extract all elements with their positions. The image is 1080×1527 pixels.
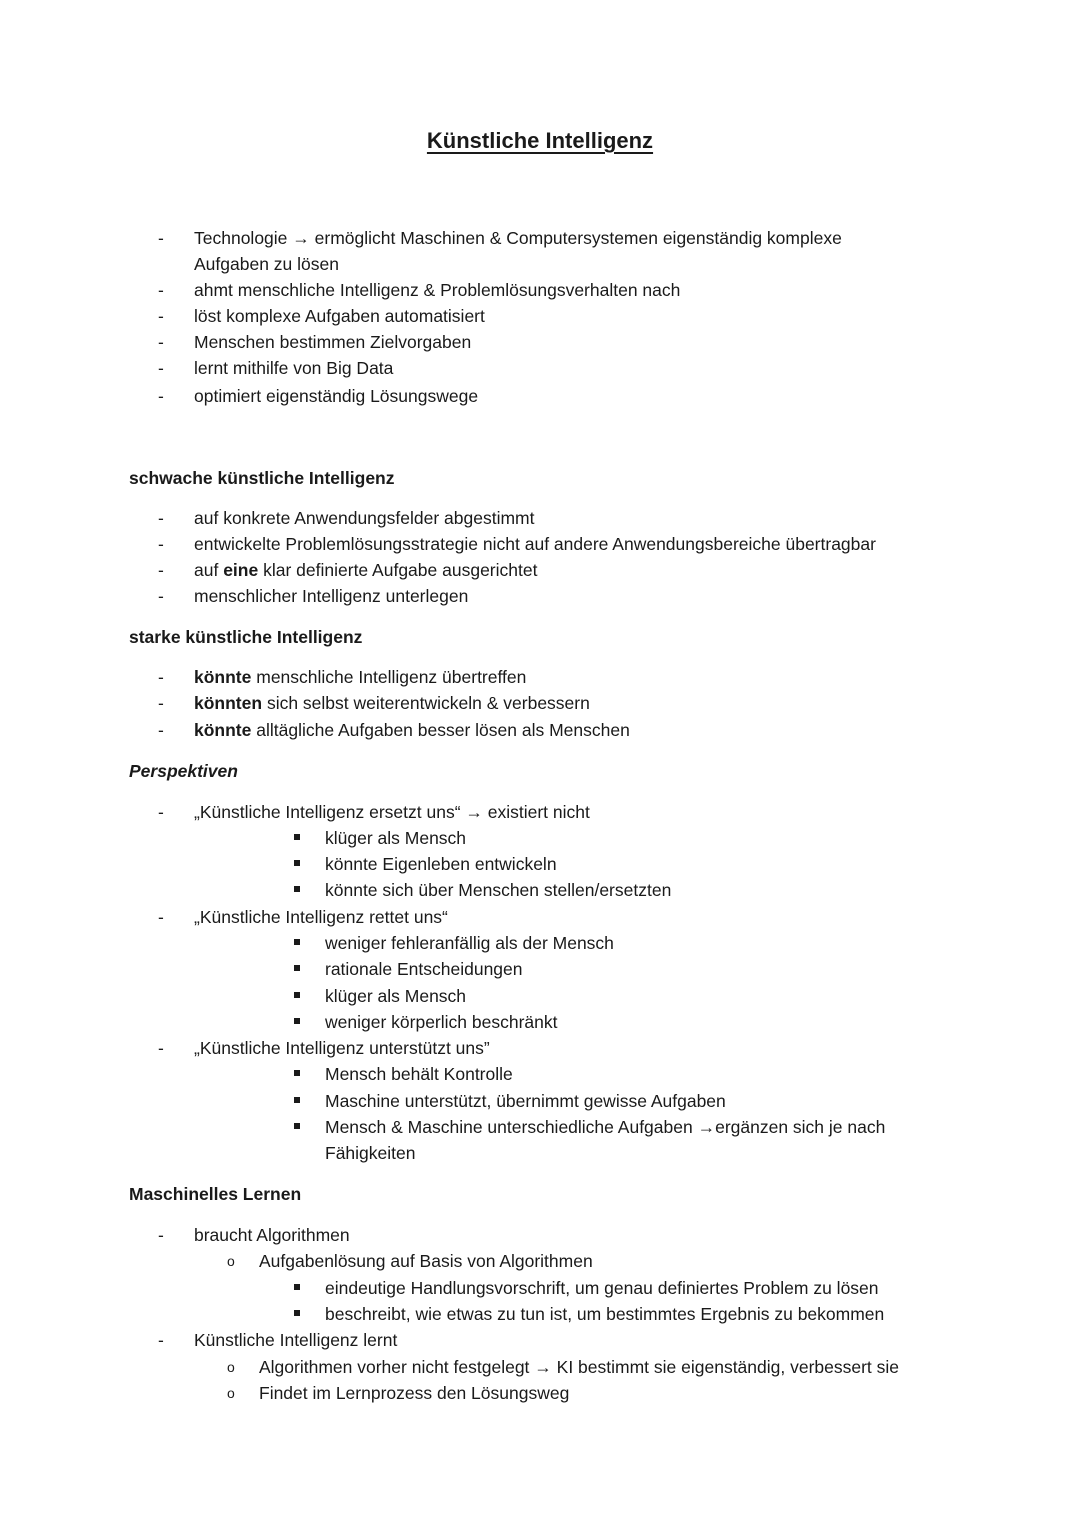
dash-bullet: - — [158, 358, 164, 378]
square-bullet-icon — [294, 992, 300, 998]
dash-bullet: - — [158, 667, 164, 687]
page-title: Künstliche Intelligenz — [426, 128, 654, 153]
dash-bullet: - — [158, 1038, 164, 1058]
dash-bullet: - — [158, 386, 164, 406]
square-bullet-icon — [294, 886, 300, 892]
dash-bullet: - — [158, 332, 164, 352]
square-bullet-icon — [294, 1070, 300, 1076]
square-bullet-icon — [294, 1018, 300, 1024]
circle-bullet-icon: o — [227, 1359, 235, 1375]
dash-bullet: - — [158, 534, 164, 554]
square-bullet-icon — [294, 965, 300, 971]
dash-bullet: - — [158, 1330, 164, 1350]
dash-bullet: - — [158, 720, 164, 740]
dash-bullet: - — [158, 280, 164, 300]
square-bullet-icon — [294, 1284, 300, 1290]
square-bullet-icon — [294, 939, 300, 945]
circle-bullet-icon: o — [227, 1253, 235, 1269]
emphasis-text: könnte — [194, 720, 252, 740]
sub-list-item-continuation: Fähigkeiten — [325, 1143, 416, 1163]
square-bullet-icon — [294, 834, 300, 840]
square-bullet-icon — [294, 860, 300, 866]
dash-bullet: - — [158, 306, 164, 326]
square-bullet-icon — [294, 1123, 300, 1129]
list-item-continuation: Aufgaben zu lösen — [194, 254, 339, 274]
dash-bullet: - — [158, 1225, 164, 1245]
dash-bullet: - — [158, 586, 164, 606]
dash-bullet: - — [158, 802, 164, 822]
dash-bullet: - — [158, 508, 164, 528]
emphasis-text: könnten — [194, 693, 263, 713]
section-heading-machine-learning: Maschinelles Lernen — [129, 1184, 302, 1204]
dash-bullet: - — [158, 228, 164, 248]
emphasis-text: könnte — [194, 667, 252, 687]
dash-bullet: - — [158, 560, 164, 580]
section-heading-weak-ai: schwache künstliche Intelligenz — [129, 468, 395, 488]
section-heading-strong-ai: starke künstliche Intelligenz — [129, 627, 363, 647]
square-bullet-icon — [294, 1097, 300, 1103]
dash-bullet: - — [158, 907, 164, 927]
dash-bullet: - — [158, 693, 164, 713]
square-bullet-icon — [294, 1310, 300, 1316]
circle-bullet-icon: o — [227, 1385, 235, 1401]
emphasis-text: eine — [223, 560, 259, 580]
section-heading-perspectives: Perspektiven — [129, 761, 238, 781]
